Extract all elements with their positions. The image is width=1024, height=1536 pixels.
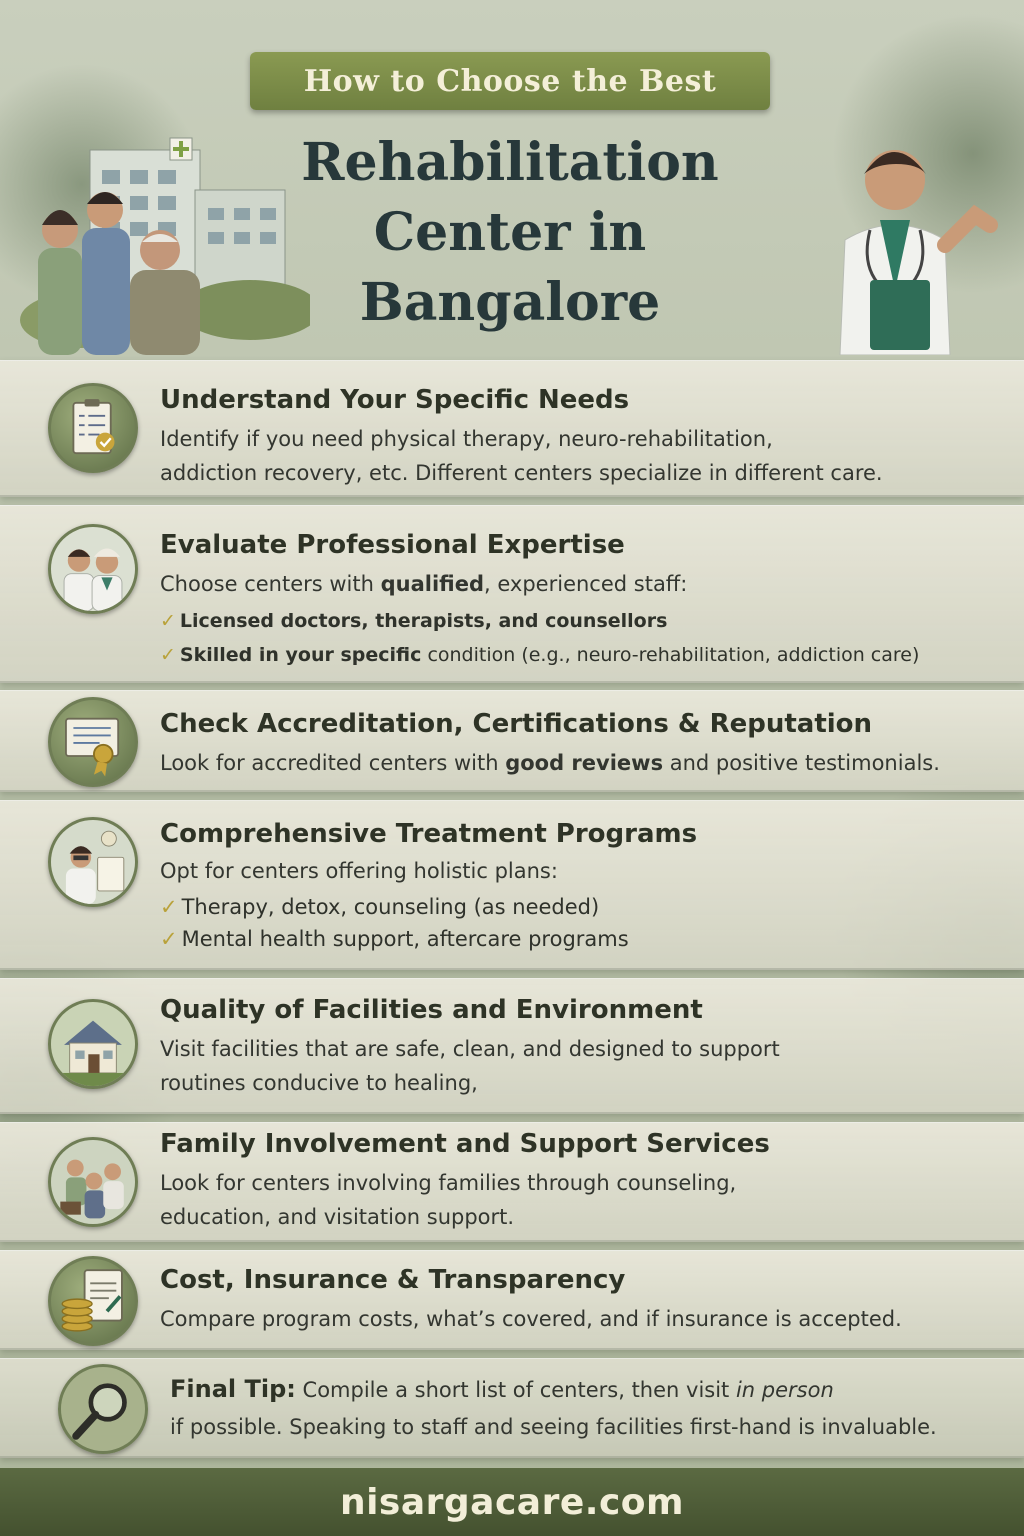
check-icon: ✓	[160, 644, 176, 666]
final-tip-line-1	[170, 1373, 834, 1406]
section-specific-needs	[0, 360, 1024, 497]
section-title: Evaluate Professional Expertise	[160, 530, 625, 560]
section-title: Quality of Facilities and Environment	[160, 995, 703, 1025]
website-link[interactable]: nisargacare.com	[339, 1481, 685, 1523]
footer	[0, 1468, 1024, 1536]
section-body	[160, 568, 687, 600]
section-body-line-2: addiction recovery, etc. Different centers specialize in different care.	[160, 461, 883, 485]
therapy-session-icon	[48, 817, 138, 907]
section-accreditation	[0, 690, 1024, 792]
section-family-involvement	[0, 1122, 1024, 1242]
final-tip-italic-text: in person	[735, 1378, 834, 1402]
section-body-line-2: education, and visitation support.	[160, 1205, 515, 1229]
check-bold-text: Skilled in your specific	[179, 644, 422, 666]
check-icon: ✓	[160, 895, 178, 919]
header	[0, 0, 1024, 355]
check-text: Therapy, detox, counseling (as needed)	[181, 895, 600, 919]
body-text: Choose centers with	[160, 572, 381, 596]
section-facilities	[0, 978, 1024, 1114]
section-body-line-1: Look for centers involving families through counseling,	[160, 1171, 737, 1195]
section-cost-insurance	[0, 1250, 1024, 1350]
section-title: Family Involvement and Support Services	[160, 1129, 770, 1159]
section-title: Comprehensive Treatment Programs	[160, 819, 698, 849]
check-text: Mental health support, aftercare programs	[181, 927, 629, 951]
body-bold-text: good reviews	[505, 751, 664, 775]
section-title: Check Accreditation, Certifications & Reputation	[160, 709, 873, 739]
doctors-icon	[48, 524, 138, 614]
final-tip-label: Final Tip:	[170, 1375, 296, 1403]
body-text: and positive testimonials.	[663, 751, 940, 775]
title-line-3: Bangalore	[359, 272, 661, 333]
checklist-item-2	[160, 927, 629, 951]
check-text: condition (e.g., neuro-rehabilitation, addiction care)	[421, 644, 920, 666]
section-body-line-2: routines conducive to healing,	[160, 1071, 478, 1095]
section-body-line-1: Opt for centers offering holistic plans:	[160, 859, 558, 883]
body-text: Look for accredited centers with	[160, 751, 506, 775]
clipboard-checklist-icon	[48, 383, 138, 473]
checklist-item-2	[160, 644, 919, 666]
body-text: , experienced staff:	[484, 572, 688, 596]
section-professional-expertise	[0, 505, 1024, 683]
final-tip-line-2: if possible. Speaking to staff and seeing facilities first-hand is invaluable.	[170, 1415, 937, 1439]
title-line-1: Rehabilitation	[301, 132, 719, 193]
certificate-icon	[48, 697, 138, 787]
ribbon-text: How to Choose the Best	[303, 63, 717, 99]
section-body	[160, 747, 940, 779]
page-title	[230, 128, 790, 338]
ribbon-banner	[250, 52, 770, 110]
check-icon: ✓	[160, 927, 178, 951]
section-treatment-programs	[0, 800, 1024, 970]
doctor-illustration	[800, 130, 1000, 355]
coins-document-icon	[48, 1256, 138, 1346]
section-title: Cost, Insurance & Transparency	[160, 1265, 626, 1295]
final-tip-text: Compile a short list of centers, then visit	[295, 1378, 736, 1402]
check-icon: ✓	[160, 610, 176, 632]
body-bold-text: qualified	[380, 572, 485, 596]
section-title: Understand Your Specific Needs	[160, 385, 630, 415]
section-final-tip	[0, 1358, 1024, 1458]
section-body-line-1: Identify if you need physical therapy, neuro-rehabilitation,	[160, 427, 773, 451]
checklist-item-1	[160, 895, 599, 919]
title-line-2: Center in	[373, 202, 647, 263]
checklist-item-1	[160, 610, 667, 632]
house-icon	[48, 999, 138, 1089]
section-body-line-1: Visit facilities that are safe, clean, and designed to support	[160, 1037, 780, 1061]
check-text: Licensed doctors, therapists, and counsellors	[179, 610, 668, 632]
magnifying-glass-icon	[58, 1364, 148, 1454]
family-counseling-icon	[48, 1137, 138, 1227]
section-body-line-1: Compare program costs, what’s covered, and if insurance is accepted.	[160, 1307, 902, 1331]
